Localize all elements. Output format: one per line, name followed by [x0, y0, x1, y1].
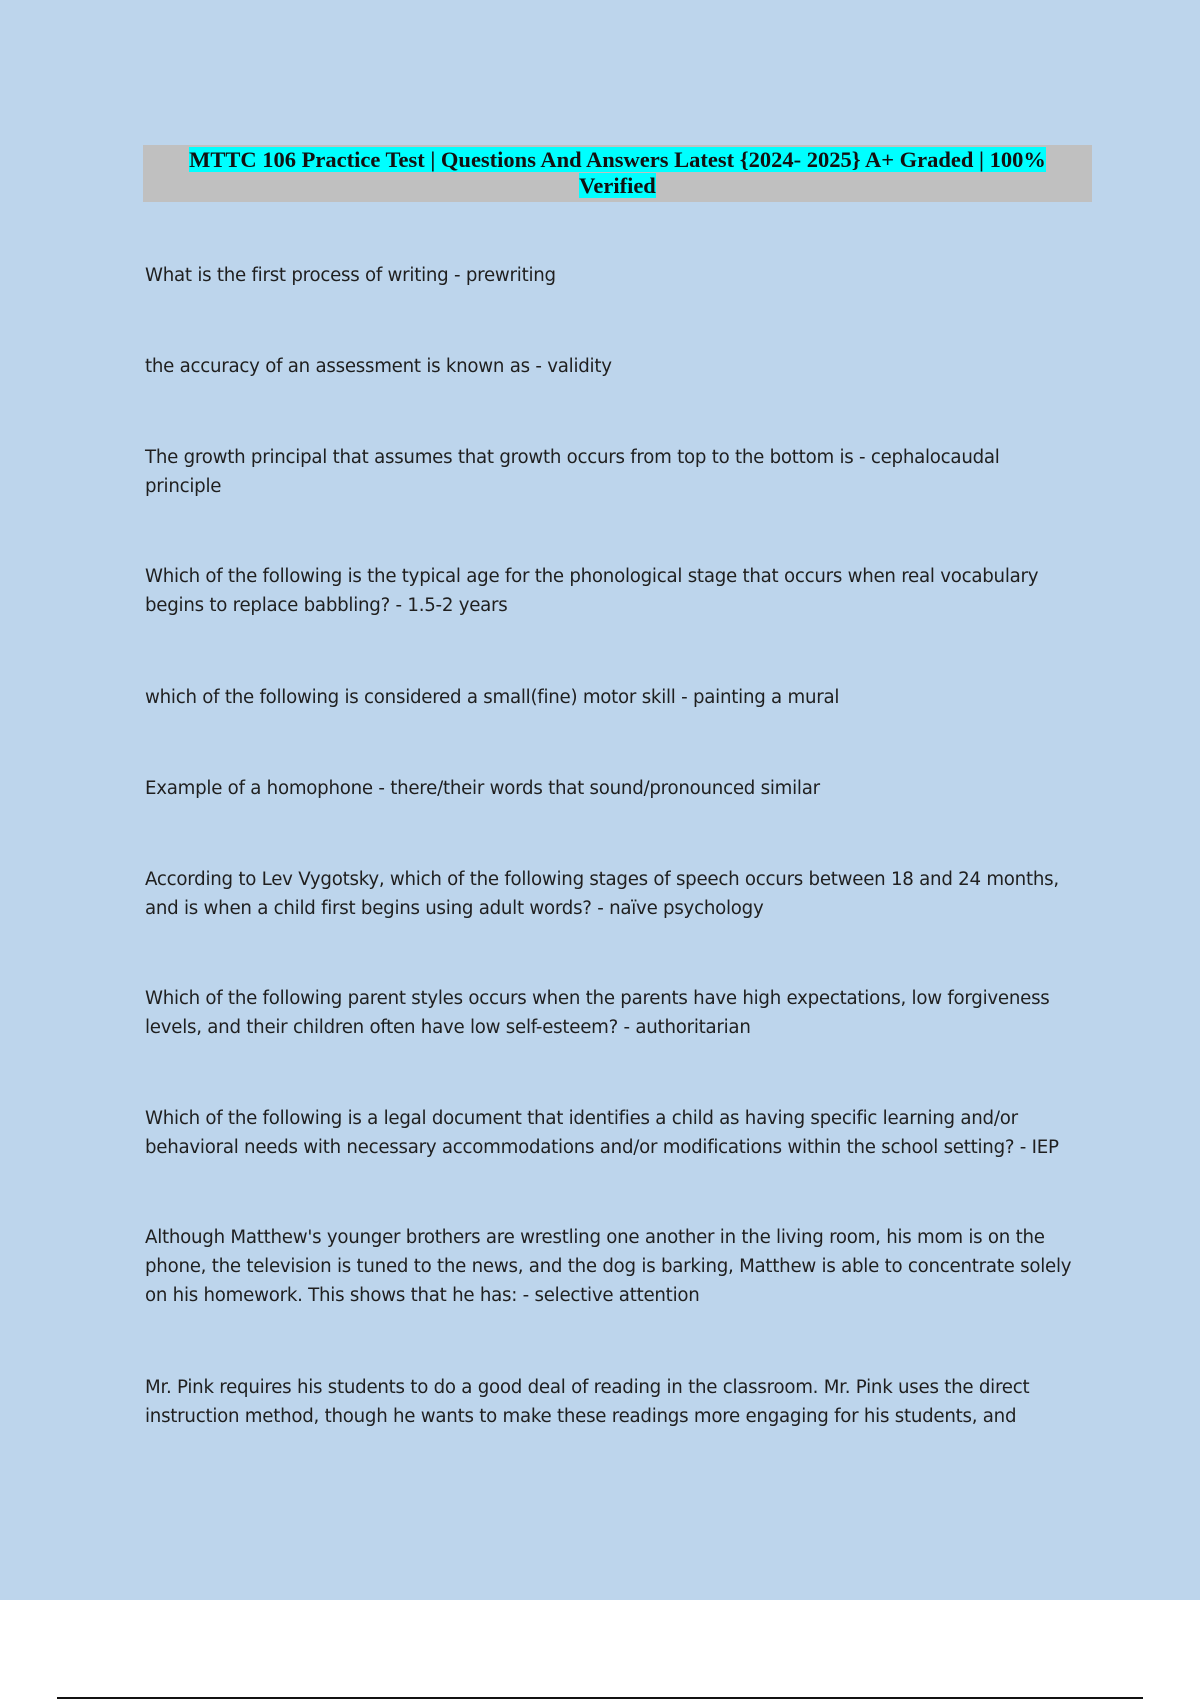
- qa-item: [145, 1373, 1095, 1431]
- qa-item: [145, 774, 1095, 803]
- qa-line: Mr. Pink requires his students to do a good deal of reading in the classroom. Mr. Pink uses the direct: [145, 1377, 1030, 1398]
- qa-item: [145, 1223, 1095, 1310]
- qa-line: Although Matthew's younger brothers are wrestling one another in the living room, his mom is on the: [145, 1227, 1045, 1248]
- document-title-line-2: Verified: [579, 173, 656, 198]
- qa-line: on his homework. This shows that he has: - selective attention: [145, 1285, 700, 1306]
- qa-line: and is when a child first begins using adult words? - naïve psychology: [145, 898, 764, 919]
- qa-line: behavioral needs with necessary accommodations and/or modifications within the school setting? - IEP: [145, 1137, 1059, 1158]
- qa-item: [145, 1104, 1095, 1162]
- document-title-bar: [143, 145, 1092, 202]
- qa-item: [145, 261, 1095, 290]
- qa-line: According to Lev Vygotsky, which of the following stages of speech occurs between 18 and 24 months,: [145, 869, 1059, 890]
- qa-line: principle: [145, 476, 222, 497]
- qa-line: Which of the following parent styles occurs when the parents have high expectations, low forgiveness: [145, 988, 1050, 1009]
- qa-line: Example of a homophone - there/their words that sound/pronounced similar: [145, 778, 820, 799]
- document-title-line-1: MTTC 106 Practice Test | Questions And Answers Latest {2024- 2025} A+ Graded | 100%: [189, 147, 1046, 172]
- qa-item: [145, 562, 1095, 620]
- page-bottom-rule: [57, 1697, 1143, 1699]
- qa-item: [145, 443, 1095, 501]
- qa-item: [145, 984, 1095, 1042]
- qa-line: phone, the television is tuned to the news, and the dog is barking, Matthew is able to concentrate solely: [145, 1256, 1072, 1277]
- qa-line: levels, and their children often have low self-esteem? - authoritarian: [145, 1017, 751, 1038]
- qa-line: instruction method, though he wants to make these readings more engaging for his students, and: [145, 1406, 1017, 1427]
- qa-line: Which of the following is a legal document that identifies a child as having specific learning and/or: [145, 1108, 1018, 1129]
- qa-line: What is the first process of writing - prewriting: [145, 265, 556, 286]
- qa-line: which of the following is considered a small(fine) motor skill - painting a mural: [145, 687, 840, 708]
- qa-item: [145, 865, 1095, 923]
- qa-item: [145, 683, 1095, 712]
- qa-line: begins to replace babbling? - 1.5-2 years: [145, 595, 508, 616]
- qa-item: [145, 352, 1095, 381]
- qa-line: Which of the following is the typical age for the phonological stage that occurs when real vocabulary: [145, 566, 1039, 587]
- qa-line: the accuracy of an assessment is known as - validity: [145, 356, 612, 377]
- document-title: [189, 147, 1046, 198]
- qa-line: The growth principal that assumes that growth occurs from top to the bottom is - cephalocaudal: [145, 447, 1000, 468]
